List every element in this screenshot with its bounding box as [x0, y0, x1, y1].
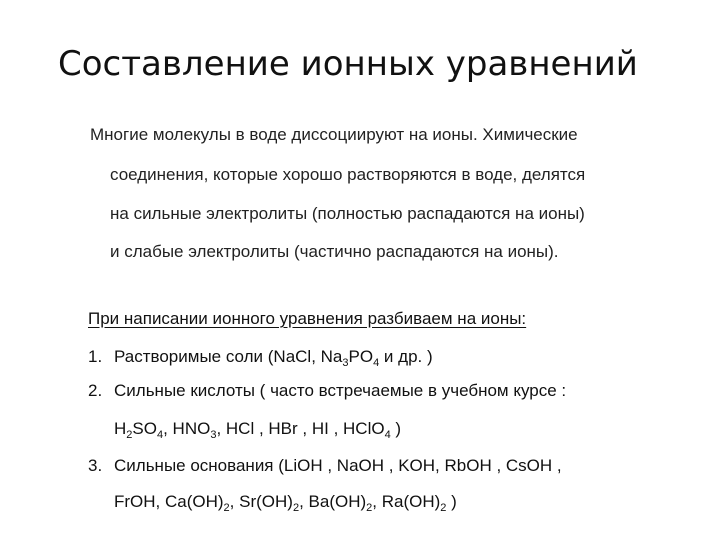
slide-title: Составление ионных уравнений — [58, 44, 638, 84]
formula: ) — [446, 492, 457, 511]
formula: , Sr(OH) — [229, 492, 293, 511]
item-text: Растворимые соли (NaCl, Na — [114, 347, 343, 366]
intro-line-2: соединения, которые хорошо растворяются в воде, делятся — [110, 165, 586, 184]
subscript: 4 — [384, 429, 391, 441]
list-item-2 — [88, 381, 566, 401]
item-text: PO — [348, 347, 374, 366]
intro-line-4: и слабые электролиты (частично распадаются на ионы). — [110, 242, 559, 261]
list-item-1 — [88, 347, 433, 367]
item-text: и др. ) — [379, 347, 433, 366]
subscript: 2 — [440, 502, 447, 514]
formula: SO — [132, 419, 157, 438]
intro-line-3: на сильные электролиты (полностью распадаются на ионы) — [110, 204, 585, 223]
formula: , HNO — [163, 419, 211, 438]
list-number: 1. — [88, 347, 103, 366]
formula: ) — [390, 419, 402, 438]
subscript: 2 — [292, 502, 300, 514]
base-formulas-line — [114, 492, 457, 512]
subscript: 3 — [342, 357, 349, 369]
formula: , HCl , HBr , HI , HClO — [216, 419, 385, 438]
formula: , Ba(OH) — [299, 492, 367, 511]
subscript: 4 — [373, 357, 380, 369]
subscript: 4 — [156, 429, 164, 441]
item-text: Сильные кислоты ( часто встречаемые в учебном курсе : — [114, 381, 567, 400]
subscript: 2 — [366, 502, 373, 514]
item-text: Сильные основания (LiOH , NaOH , KOH, RbOH , CsOH , — [114, 456, 562, 475]
acid-formulas-line — [114, 419, 401, 439]
intro-line-1: Многие молекулы в воде диссоциируют на ионы. Химические — [90, 125, 578, 144]
formula: H — [114, 419, 127, 438]
section-heading: При написании ионного уравнения разбиваем на ионы: — [88, 309, 527, 328]
list-number: 2. — [88, 381, 103, 400]
list-number: 3. — [88, 456, 103, 475]
formula: , Ra(OH) — [372, 492, 441, 511]
formula: FrOH, Ca(OH) — [114, 492, 224, 511]
list-item-3 — [88, 456, 562, 476]
subscript: 2 — [223, 502, 230, 514]
subscript: 3 — [210, 429, 217, 441]
subscript: 2 — [126, 429, 133, 441]
